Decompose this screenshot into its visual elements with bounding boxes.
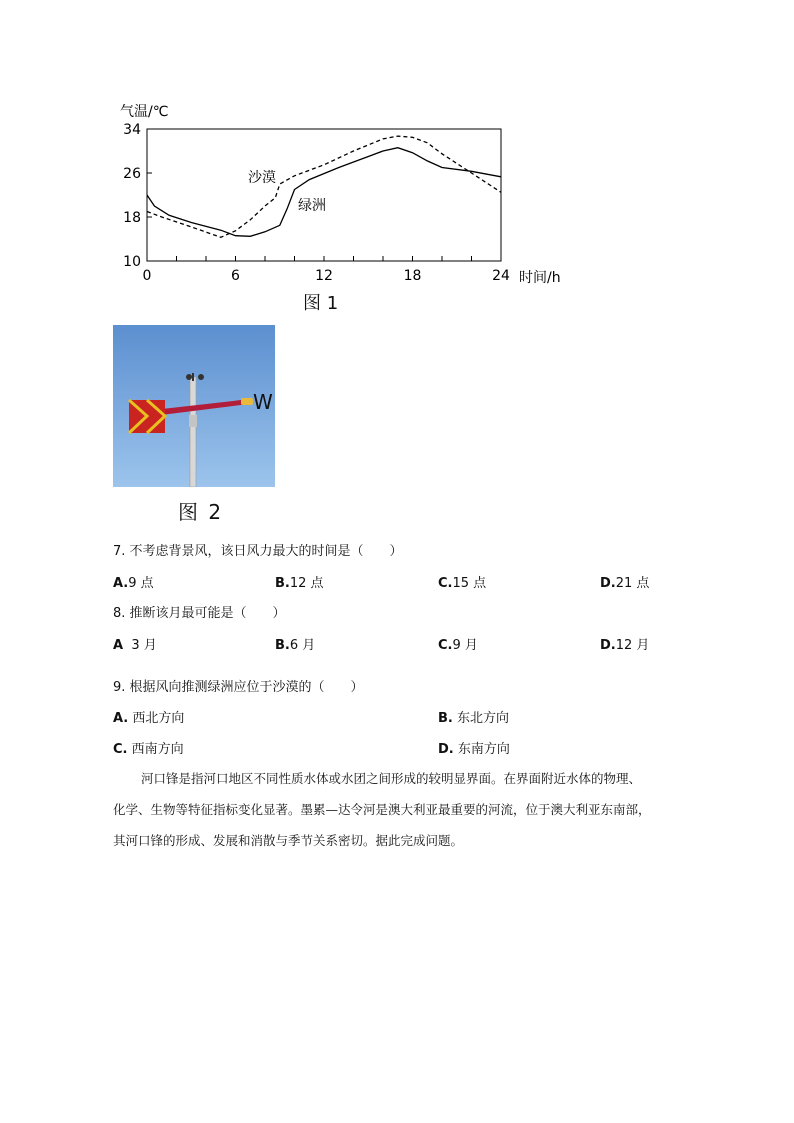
option-text: 21 点 xyxy=(615,576,650,591)
option-text: 西南方向 xyxy=(131,742,184,757)
x-tick-label: 6 xyxy=(231,268,240,284)
option-text: 9 月 xyxy=(452,638,478,653)
question-text: 推断该月最可能是（ ） xyxy=(129,606,286,621)
option-letter: A xyxy=(113,638,124,653)
passage xyxy=(113,763,713,856)
question-text: 根据风向推测绿洲应位于沙漠的（ ） xyxy=(129,680,364,695)
question-number: 9. xyxy=(113,680,126,695)
option-7a[interactable] xyxy=(113,572,154,591)
option-letter: A. xyxy=(113,576,129,591)
passage-line: 河口锋是指河口地区不同性质水体或水团之间形成的较明显界面。在界面附近水体的物理、 xyxy=(141,771,642,786)
option-8b[interactable] xyxy=(275,634,315,653)
option-letter: B. xyxy=(438,711,453,726)
plot-frame xyxy=(147,129,501,261)
y-tick-label: 34 xyxy=(123,122,141,138)
option-letter: D. xyxy=(600,576,616,591)
vane-direction-label: W xyxy=(253,390,273,414)
option-9c[interactable] xyxy=(113,738,184,757)
option-8d[interactable] xyxy=(600,634,649,653)
option-9b[interactable] xyxy=(438,707,509,726)
passage-line: 化学、生物等特征指标变化显著。墨累—达令河是澳大利亚最重要的河流，位于澳大利亚东南部， xyxy=(113,802,651,817)
option-text: 西北方向 xyxy=(132,711,185,726)
option-9d[interactable] xyxy=(438,738,510,757)
option-text: 东北方向 xyxy=(457,711,510,726)
question-number: 7. xyxy=(113,544,126,559)
wind-vane-photo xyxy=(113,325,275,487)
question-number: 8. xyxy=(113,606,126,621)
option-text: 12 点 xyxy=(289,576,324,591)
figure1-caption: 图 1 xyxy=(303,293,339,314)
series-label-desert: 沙漠 xyxy=(248,170,276,186)
option-letter: C. xyxy=(113,742,128,757)
vane-pole-band xyxy=(189,415,197,427)
option-7d[interactable] xyxy=(600,572,649,591)
option-letter: C. xyxy=(438,576,453,591)
option-8c[interactable] xyxy=(438,634,478,653)
option-letter: A. xyxy=(113,711,129,726)
x-tick-label: 0 xyxy=(142,268,152,284)
option-8a[interactable] xyxy=(113,634,157,653)
series-line-desert xyxy=(147,136,501,237)
option-text: 6 月 xyxy=(289,638,316,653)
option-letter: D. xyxy=(438,742,454,757)
option-7c[interactable] xyxy=(438,572,486,591)
y-axis-label: 气温/℃ xyxy=(120,104,169,120)
option-letter: C. xyxy=(438,638,453,653)
temperature-chart xyxy=(112,96,582,326)
passage-line: 其河口锋的形成、发展和消散与季节关系密切。据此完成问题。 xyxy=(113,833,464,848)
vane-pole xyxy=(190,377,196,487)
series-label-oasis: 绿洲 xyxy=(298,198,326,214)
anemometer-cup xyxy=(198,374,204,380)
y-tick-label: 10 xyxy=(123,254,141,270)
option-text: 3 月 xyxy=(131,638,157,653)
option-text: 12 月 xyxy=(615,638,650,653)
option-text: 东南方向 xyxy=(457,742,510,757)
question-9 xyxy=(113,676,364,695)
option-7b[interactable] xyxy=(275,572,324,591)
question-7 xyxy=(113,540,403,559)
series-lines xyxy=(147,136,501,237)
y-tick-label: 18 xyxy=(123,210,141,226)
x-tick-label: 18 xyxy=(403,268,422,284)
option-letter: B. xyxy=(275,576,290,591)
option-letter: D. xyxy=(600,638,616,653)
question-text: 不考虑背景风，该日风力最大的时间是（ ） xyxy=(129,544,403,559)
series-line-oasis xyxy=(147,148,501,237)
anemometer-cup xyxy=(186,374,192,380)
figure2-caption: 图 2 xyxy=(178,500,224,524)
y-tick-label: 26 xyxy=(123,166,141,182)
x-ticks xyxy=(143,256,510,284)
option-text: 15 点 xyxy=(452,576,487,591)
x-tick-label: 24 xyxy=(492,268,510,284)
question-8 xyxy=(113,602,286,621)
vane-pointer xyxy=(241,398,253,405)
option-9a[interactable] xyxy=(113,707,184,726)
option-text: 9 点 xyxy=(128,576,154,591)
x-axis-label: 时间/h xyxy=(519,270,561,286)
x-tick-label: 12 xyxy=(315,268,333,284)
option-letter: B. xyxy=(275,638,290,653)
